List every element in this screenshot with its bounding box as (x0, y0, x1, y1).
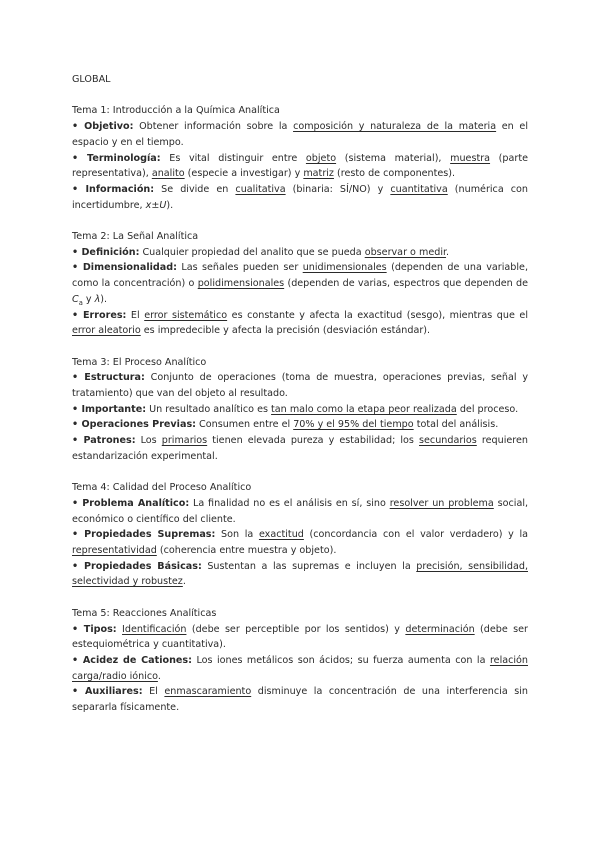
bullet-text: Son la (215, 529, 259, 541)
bullet-text: Las señales pueden ser (176, 262, 303, 274)
underlined-term: relación carga/radio iónico (72, 654, 529, 682)
section-title: Tema 1: Introducción a la Química Analítica (72, 105, 280, 117)
underlined-term: Identificación (122, 623, 187, 635)
bullet-text: . (157, 670, 161, 682)
underlined-term: secundarios (419, 435, 477, 447)
bullet-text: . (182, 576, 186, 588)
bullet-text: (resto de componentes). (333, 168, 456, 180)
bullet-text: tienen elevada pureza y estabilidad; los (207, 435, 420, 447)
bullet-text: Sustentan a las supremas e incluyen la (201, 560, 417, 572)
underlined-term: unidimensionales (302, 262, 387, 274)
underlined-term: muestra (450, 152, 491, 164)
underlined-term: objeto (305, 152, 337, 164)
bullet-text: es constante y afecta la exactitud (sesgo), mientras que el (227, 309, 528, 321)
bullet-label: • Propiedades Básicas: (72, 560, 202, 572)
bullet-item (72, 417, 528, 433)
bullet-item (72, 151, 528, 182)
bullet-text: (dependen de una variable, como la concentración) o (72, 262, 528, 290)
bullet-item (72, 496, 528, 527)
underlined-term: determinación (405, 623, 475, 635)
bullet-item (72, 308, 528, 339)
underlined-term: 70% y el 95% del tiempo (293, 419, 414, 431)
bullet-label: • Terminología: (72, 152, 161, 164)
underlined-term: composición y naturaleza de la materia (293, 121, 497, 133)
bullet-label: • Definición: (72, 246, 140, 258)
bullet-item (72, 653, 528, 684)
bullet-label: • Errores: (72, 309, 127, 321)
bullet-text: Cualquier propiedad del analito que se pueda (139, 246, 365, 258)
underlined-term: error sistemático (144, 309, 228, 321)
bullet-item (72, 182, 528, 213)
bullet-label: • Importante: (72, 403, 147, 415)
underlined-term: primarios (161, 435, 208, 447)
section-tema-3 (72, 355, 528, 465)
bullet-label: • Acidez de Cationes: (72, 654, 192, 666)
section-title: Tema 3: El Proceso Analítico (72, 356, 207, 368)
underlined-term: representatividad (72, 545, 157, 557)
bullet-text: ). (100, 293, 108, 305)
bullet-label: • Operaciones Previas: (72, 419, 196, 431)
bullet-item (72, 559, 528, 590)
bullet-text: (parte representativa), (72, 152, 528, 180)
italic-text: λ (94, 293, 101, 305)
bullet-item (72, 402, 528, 418)
bullet-text: El (142, 686, 165, 698)
underlined-term: error aleatorio (72, 325, 141, 337)
bullet-text: disminuye la concentración de una interferencia sin separarla físicamente. (72, 686, 528, 714)
bullet-text: es impredecible y afecta la precisión (desviación estándar). (140, 325, 431, 337)
bullet-item (72, 119, 528, 150)
section-title: Tema 5: Reacciones Analíticas (72, 607, 217, 619)
bullet-text: Los (135, 435, 162, 447)
bullet-text: Es vital distinguir entre (160, 152, 306, 164)
bullet-item (72, 260, 528, 307)
bullet-label: • Problema Analítico: (72, 497, 190, 509)
section-tema-5 (72, 606, 528, 716)
bullet-text: (debe ser estequiométrica y cuantitativa). (72, 623, 528, 651)
underlined-term: resolver un problema (389, 497, 494, 509)
bullet-text: y (82, 293, 95, 305)
section-tema-2 (72, 229, 528, 339)
bullet-text: Conjunto de operaciones (toma de muestra, operaciones previas, señal y tratamiento) que van del objeto al resultado. (72, 372, 529, 400)
underlined-term: matriz (303, 168, 334, 180)
bullet-text: total del análisis. (413, 419, 499, 431)
bullet-text: (dependen de varias, espectros que dependen de (284, 278, 528, 290)
bullet-text: Consumen entre el (196, 419, 294, 431)
underlined-term: enmascaramiento (164, 686, 252, 698)
bullet-item (72, 245, 528, 261)
italic-text: x±U (145, 199, 167, 211)
bullet-text: ). (166, 199, 174, 211)
bullet-label: • Tipos: (72, 623, 117, 635)
bullet-item (72, 527, 528, 558)
bullet-text: El (126, 309, 145, 321)
section-title: Tema 2: La Señal Analítica (72, 231, 199, 242)
bullet-text: (numérica con incertidumbre, (72, 183, 528, 211)
bullet-label: • Estructura: (72, 372, 145, 384)
bullet-text: La finalidad no es el análisis en sí, sino (189, 497, 390, 509)
bullet-text: Un resultado analítico es (146, 403, 272, 415)
bullet-text: (debe ser perceptible por los sentidos) y (186, 623, 406, 635)
bullet-text: Se divide en (154, 183, 236, 195)
italic-text: C (72, 293, 79, 305)
bullet-label: • Patrones: (72, 435, 136, 447)
section-tema-4 (72, 480, 528, 590)
bullet-text: . (446, 246, 450, 258)
underlined-term: tan malo como la etapa peor realizada (271, 403, 457, 415)
bullet-item (72, 684, 528, 715)
section-tema-1 (72, 103, 528, 213)
sections-container (72, 103, 528, 715)
underlined-term: cuantitativa (390, 183, 448, 195)
bullet-text: (binaria: SÍ/NO) y (285, 183, 391, 195)
bullet-text: (sistema material), (336, 152, 451, 164)
bullet-text: social, económico o científico del cliente. (72, 497, 529, 525)
underlined-term: precisión, sensibilidad, selectividad y robustez (72, 560, 528, 588)
bullet-label: • Auxiliares: (72, 686, 143, 698)
bullet-text: en el espacio y en el tiempo. (72, 121, 528, 148)
bullet-label: • Objetivo: (72, 121, 134, 133)
bullet-text: Obtener información sobre la (133, 121, 294, 133)
bullet-label: • Dimensionalidad: (72, 262, 177, 274)
bullet-label: • Información: (72, 183, 155, 195)
bullet-text: del proceso. (456, 403, 519, 415)
underlined-term: polidimensionales (197, 278, 285, 290)
section-title: Tema 4: Calidad del Proceso Analítico (72, 482, 252, 494)
document-title: GLOBAL (72, 74, 111, 85)
underlined-term: cualitativa (235, 183, 286, 195)
bullet-item (72, 622, 528, 653)
bullet-item (72, 433, 528, 464)
bullet-text: Los iones metálicos son ácidos; su fuerza aumenta con la (191, 654, 490, 666)
bullet-text: requieren estandarización experimental. (72, 435, 528, 462)
underlined-term: exactitud (258, 529, 304, 541)
bullet-item (72, 370, 528, 401)
bullet-text: (especie a investigar) y (184, 168, 304, 180)
bullet-text: (concordancia con el valor verdadero) y la (303, 529, 528, 541)
bullet-label: • Propiedades Supremas: (72, 529, 216, 541)
subscript-text: a (78, 298, 83, 307)
underlined-term: observar o medir (364, 246, 447, 258)
bullet-text: (coherencia entre muestra y objeto). (156, 545, 337, 557)
underlined-term: analito (151, 168, 185, 180)
